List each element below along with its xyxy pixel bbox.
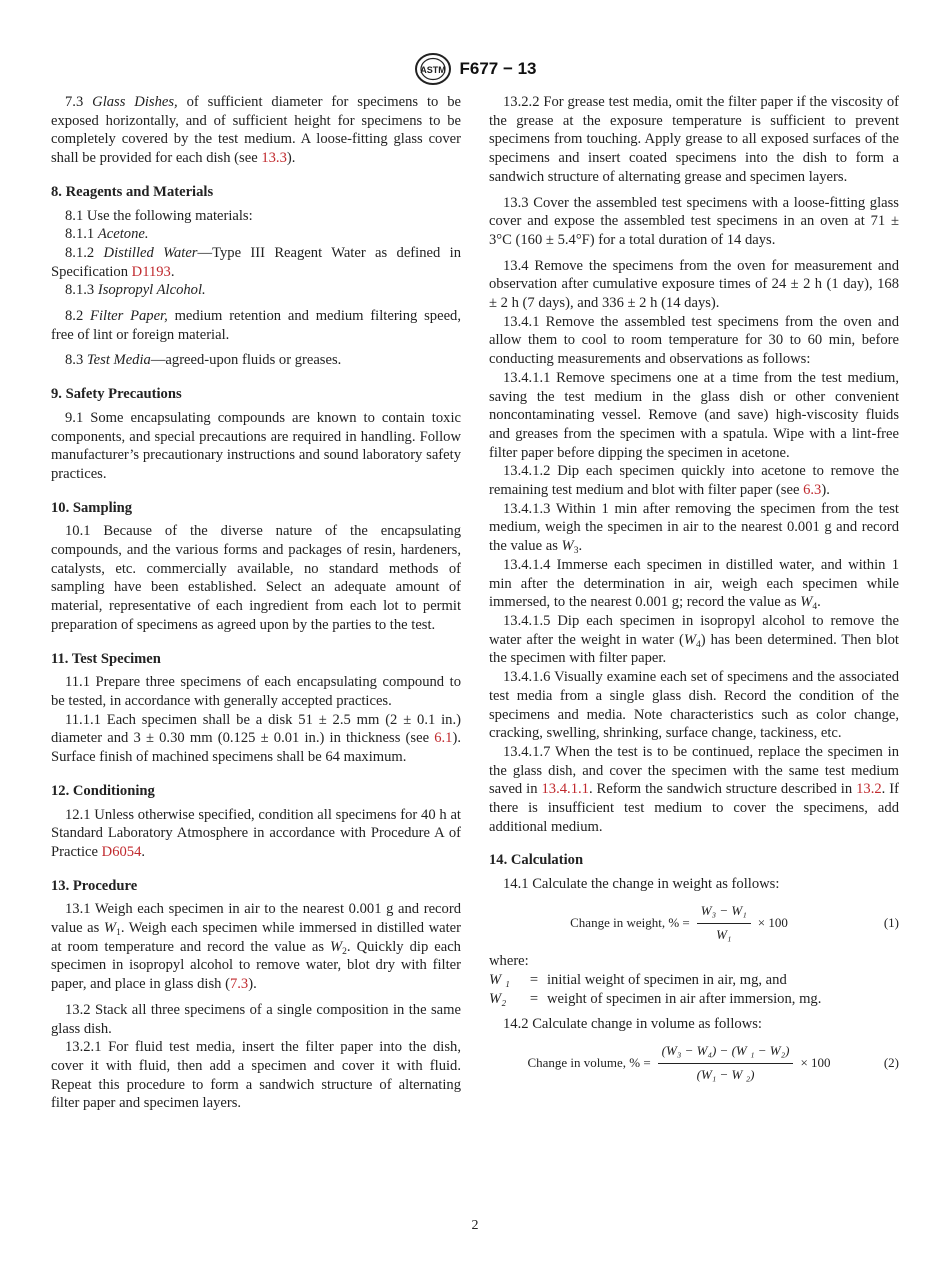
- link-6-1[interactable]: 6.1: [434, 730, 453, 747]
- equation-2-numerator: (W₃ − W₄) − (W ₁ − W₂): [658, 1042, 794, 1064]
- section-13-1: 13.1 Weigh each specimen in air to the nearest 0.001 g and record value as $W_1$. Weigh each specimen while immersed in distilled water at room temperature and record the value as $W_2$. Quickly dip each specimen in isopropyl alcohol to remove water, blot dry with filter paper, and place in glass dish (7.3).: [51, 901, 461, 993]
- section-8-2: 8.2 Filter Paper, medium retention and medium filtering speed, free of lint or foreign material.: [51, 308, 461, 343]
- section-8-1-1: 8.1.1 Acetone.: [65, 226, 149, 243]
- section-13-3: 13.3 Cover the assembled test specimens with a loose-fitting glass cover and expose the assembled test specimens in an oven at 71 ± 3°C (160 ± 5.4°F) for a total duration of 14 days.: [489, 194, 899, 248]
- definition-symbol: W₂: [489, 990, 507, 1007]
- svg-text:ASTM: ASTM: [420, 65, 447, 75]
- link-13-4-1-1[interactable]: 13.4.1.1: [541, 781, 589, 798]
- section-13-4-1-5: 13.4.1.5 Dip each specimen in isopropyl alcohol to remove the water after the weight in water $(W_4)$ has been determined. Then blot the specimen with filter paper.: [489, 612, 899, 667]
- heading-8: 8. Reagents and Materials: [51, 183, 214, 200]
- definition-row: [489, 971, 899, 990]
- heading-14: 14. Calculation: [489, 852, 584, 869]
- heading-11: 11. Test Specimen: [51, 650, 161, 667]
- section-12-1: 12.1 Unless otherwise specified, condition all specimens for 40 h at Standard Laboratory Atmosphere in accordance with Procedure A of Practice D6054.: [51, 806, 461, 860]
- section-13-4-1-6: 13.4.1.6 Visually examine each set of specimens and the associated test media from a single glass dish. Record the condition of the specimens and media. Note characteristics such as color change, cracking, swelling, shrinking, surface change, tackiness, etc.: [489, 669, 899, 742]
- equation-1-number: (1): [883, 914, 899, 930]
- section-13-2: 13.2 Stack all three specimens of a single composition in the same glass dish.: [51, 1001, 461, 1037]
- right-column: [489, 93, 899, 1092]
- section-13-4-1: 13.4.1 Remove the assembled test specimens from the oven and allow them to cool to room temperature for 30 to 60 min, before conducting measurements and observations as follows:: [489, 313, 899, 368]
- link-6-3[interactable]: 6.3: [803, 482, 822, 499]
- equation-1: [489, 902, 899, 944]
- link-13-3[interactable]: 13.3: [261, 150, 287, 167]
- section-13-4-1-4: 13.4.1.4 Immerse each specimen in distilled water, and within 1 min after the determination in air, weigh each specimen while immersed, to the nearest 0.001 g; record the value as $W_4$.: [489, 556, 899, 613]
- definition-row: [489, 990, 899, 1009]
- section-14-1: 14.1 Calculate the change in weight as follows:: [503, 876, 780, 893]
- definition-text: initial weight of specimen in air, mg, and: [547, 971, 787, 988]
- document-designation: F677 − 13: [459, 59, 537, 78]
- section-13-4: 13.4 Remove the specimens from the oven for measurement and observation after cumulative exposure times of 24 ± 2 h (1 day), 168 ± 2 h (7 days), and 336 ± 2 h (14 days).: [489, 257, 899, 312]
- heading-12: 12. Conditioning: [51, 782, 155, 799]
- section-13-4-1-2: 13.4.1.2 Dip each specimen quickly into acetone to remove the remaining test medium and blot with filter paper (see 6.3).: [489, 463, 899, 499]
- equation-2: [489, 1042, 899, 1084]
- heading-9: 9. Safety Precautions: [51, 386, 182, 403]
- definition-text: weight of specimen in air after immersion, mg.: [547, 990, 822, 1007]
- section-13-4-1-3: 13.4.1.3 Within 1 min after removing the specimen from the test medium, weigh the specimen in air to the nearest 0.001 g and record the value as $W_3$.: [489, 500, 899, 557]
- heading-10: 10. Sampling: [51, 499, 133, 516]
- equation-1-numerator: W₃ − W₁: [697, 902, 751, 924]
- equation-2-denominator: (W₁ − W ₂): [696, 1066, 755, 1082]
- heading-13: 13. Procedure: [51, 877, 138, 894]
- equation-1-multiplier: × 100: [757, 914, 788, 930]
- where-label: where:: [489, 953, 529, 970]
- section-14-2: 14.2 Calculate change in volume as follows:: [503, 1016, 762, 1033]
- section-8-1-2: 8.1.2 Distilled Water—Type III Reagent Water as defined in Specification D1193.: [51, 244, 461, 280]
- section-8-1: 8.1 Use the following materials:: [65, 207, 253, 224]
- section-7-3: 7.3 Glass Dishes, of sufficient diameter for specimens to be exposed horizontally, and of sufficient height for specimens to be completely covered by the test medium. A loose-fitting glass cover shall be provided for each dish (see 13.3).: [51, 94, 461, 167]
- link-d6054[interactable]: D6054: [101, 843, 142, 860]
- left-column: [51, 93, 461, 1113]
- definition-list: [489, 971, 899, 1008]
- page-header: [0, 52, 950, 86]
- section-8-1-3: 8.1.3 Isopropyl Alcohol.: [65, 282, 206, 299]
- section-13-4-1-7: 13.4.1.7 When the test is to be continued, replace the specimen in the glass dish, and cover the specimen with the same test medium saved in 13.4.1.1. Reform the sandwich structure described in 13.2. If there is insufficient test medium to cover the specimens, add additional medium.: [489, 743, 899, 835]
- equation-1-denominator: W₁: [716, 926, 732, 942]
- link-7-3[interactable]: 7.3: [229, 976, 249, 993]
- equation-2-fraction: [658, 1042, 794, 1084]
- section-10-1: 10.1 Because of the diverse nature of the encapsulating compounds, and the various forms and packages of resin, hardeners, catalysts, etc. commercially available, no standard methods of sampling have been established. Select an adequate amount of material, representative of each ingredient from each lot to permit preparation of specimens as agreed upon by the parties to the test.: [51, 523, 461, 633]
- definition-symbol: W ₁: [489, 971, 510, 988]
- section-13-4-1-1: 13.4.1.1 Remove specimens one at a time from the test medium, saving the test medium in the glass dish or other convenient noncontaminating vessel. Remove (and save) high-viscosity fluids and greases from the specimen with a spatula. Wipe with a lint-free filter paper before dipping the specimen in acetone.: [489, 369, 899, 461]
- equation-1-fraction: [697, 902, 751, 944]
- page-number: 2: [471, 1218, 479, 1233]
- section-11-1: 11.1 Prepare three specimens of each encapsulating compound to be tested, in accordance with generally accepted practices.: [51, 674, 461, 709]
- equation-2-multiplier: × 100: [800, 1054, 831, 1070]
- section-13-2-1: 13.2.1 For fluid test media, insert the filter paper into the dish, cover it with fluid, then add a specimen and cover it with fluid. Repeat this procedure to form a sandwich structure of alternating filter paper and specimen layers.: [51, 1039, 461, 1112]
- link-d1193[interactable]: D1193: [131, 263, 171, 280]
- equation-2-number: (2): [883, 1054, 899, 1070]
- definition-equals: =: [529, 990, 539, 1007]
- section-8-3: 8.3 Test Media—agreed-upon fluids or greases.: [65, 352, 342, 369]
- section-11-1-1: 11.1.1 Each specimen shall be a disk 51 ± 2.5 mm (2 ± 0.1 in.) diameter and 3 ± 0.30 mm (0.125 ± 0.01 in.) in thickness (see 6.1). Surface finish of machined specimens shall be 64 maximum.: [51, 711, 461, 766]
- astm-logo-icon: [413, 52, 453, 86]
- section-9-1: 9.1 Some encapsulating compounds are known to contain toxic components, and special precautions are required in handling. Follow manufacturer’s precautionary instructions and sound laboratory safety practices.: [51, 409, 461, 482]
- link-13-2[interactable]: 13.2: [856, 781, 882, 798]
- equation-1-label: Change in weight, % =: [570, 914, 690, 930]
- equation-2-label: Change in volume, % =: [527, 1054, 651, 1070]
- definition-equals: =: [529, 971, 539, 988]
- section-13-2-2: 13.2.2 For grease test media, omit the filter paper if the viscosity of the grease at the exposure temperature is sufficient to prevent specimens from touching. Apply grease to all exposed surfaces of the specimens and insert coated specimens into the dish to form a sandwich structure of alternating grease and specimen layers.: [489, 94, 899, 185]
